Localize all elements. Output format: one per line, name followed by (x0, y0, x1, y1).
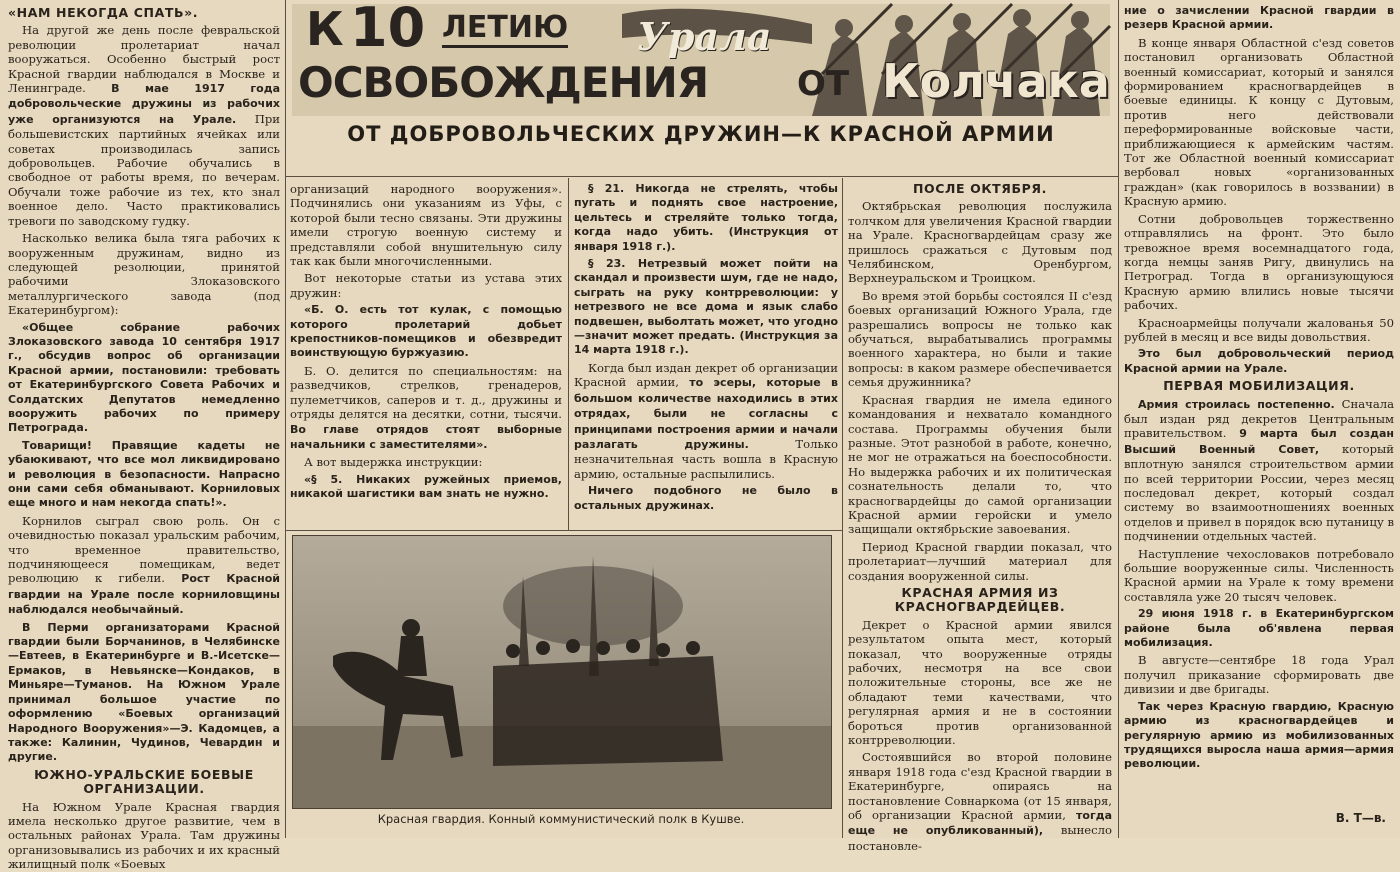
paragraph: Насколько велика была тяга рабочих к вооруженным дружинам, видно из следующей резолюции, принятой рабочими Злоказовского металлургического завода (под Екатеринбургом): (8, 231, 280, 318)
column-5 (1124, 4, 1394, 804)
paragraph: Красноармейцы получали жалованья 50 рублей в месяц и все виды довольствия. (1124, 315, 1394, 344)
bold-text: Рост Красной гвардии на Урале после корниловщины наблюдался необычайный. (8, 572, 280, 617)
column-rule (1118, 0, 1119, 838)
charter-quote: «Б. О. есть тот кулак, с помощью которого пролетарий добьет крепостников-помещиков и обезвредит воинствующую буржуазию. (290, 303, 562, 360)
text: который вплотную занялся строительством армии по всей территории России, через месяц последовал декрет, который создал систему во взаимоотношениях военных отделов и привел в порядок всю путаницу в подчинении отдельных частей. (1124, 441, 1395, 544)
article-title: ОТ ДОБРОВОЛЬЧЕСКИХ ДРУЖИН—К КРАСНОЙ АРМИИ (347, 122, 1055, 146)
text: На другой же день после февральской революции пролетариат начал вооружаться. Особенно быстрый рост Красной гвардии наблюдался в Москве и Ленинграде. (8, 23, 280, 96)
instruction-quote: § 21. Никогда не стрелять, чтобы пугать и поднять свое настроение, цельтесь и стреляйте только тогда, когда надо убить. (Инструкция от января 1918 г.). (574, 182, 838, 253)
column-4 (848, 181, 1113, 853)
text: Состоявшийся во второй половине января 1918 года с'езд Красной гвардии в Екатеринбурге, опираясь на постановление Совнаркома (от 15 января, об организации Красной армии, (848, 750, 1112, 823)
paragraph: Во время этой борьбы состоялся II с'езд боевых организаций Южного Урала, где разрешались вопросы не только как обучаться, вырабатывались программы военного характера, но были и такие вопросы: в каком размере обеспечивается семья дружинника? (848, 288, 1112, 390)
banner-ot: ОТ (797, 64, 850, 104)
banner-kolchaka: Колчака (882, 54, 1110, 108)
paragraph (1124, 397, 1394, 544)
paragraph: В конце января Областной с'езд советов постановил организовать Областной военный комиссариат, который и занялся формированием красногвардейцев в боевые единицы. К концу с Дутовым, против него действовали переформированные войсковые части, приближающиеся к армейским частям. Тот же Областной военный комиссариат вербовал новых «организованных граждан» (как говорилось в воззвании) в Красную армию. (1124, 35, 1394, 209)
paragraph (290, 364, 562, 452)
cavalry-photo (293, 536, 831, 808)
paragraph: В августе—сентябре 18 года Урал получил приказание сформировать две дивизии и две бригады. (1124, 653, 1394, 697)
section-heading: КРАСНАЯ АРМИЯ ИЗ КРАСНОГВАРДЕЙЦЕВ. (894, 584, 1066, 615)
resolution-quote: «Общее собрание рабочих Злоказовского завода 10 сентября 1917 г., обсудив вопрос об организации Красной армии, постановили: требовать от Екатеринбургского Совета Рабочих и Солдатских Депутатов немедленно вооружить рабочих по примеру Петрограда. (8, 320, 280, 435)
paragraph (8, 514, 280, 618)
instruction-quote: «§ 5. Никаких ружейных приемов, никакой шагистики вам знать не нужно. (290, 472, 562, 501)
paragraph: Период Красной гвардии показал, что пролетариат—лучший материал для создания вооруженной силы. (848, 539, 1112, 583)
text: Когда был издан декрет об организации Красной армии, (574, 360, 838, 390)
photo-caption: Красная гвардия. Конный коммунистический полк в Кушве. (377, 812, 745, 826)
text: Только незначительная часть вошла в Красную армию, остальные распылились. (574, 436, 838, 481)
paragraph: 29 июня 1918 г. в Екатеринбургском районе была об'явлена первая мобилизация. (1124, 607, 1394, 650)
text: Корнилов сыграл свою роль. Он с очевидностью показал уральским рабочим, что временное правительство, подчиняющееся помещикам, ведет революцию к гибели. (8, 513, 280, 586)
text: вынесло постановле- (848, 823, 1112, 853)
column-rule (285, 0, 286, 838)
paragraph: На Южном Урале Красная гвардия имела несколько другое развитие, чем в остальных районах Урала. Там дружины организовывались из рабочих и их красный жилищный полк «Боевых (8, 799, 280, 872)
headline-banner (292, 0, 1110, 116)
banner-letiyu: ЛЕТИЮ (442, 10, 568, 48)
paragraph: Наступление чехословаков потребовало большие вооруженные силы. Численность Красной армии на Урале к тому времени составляла уже 20 тысяч человек. (1124, 546, 1394, 604)
bold-text: Армия строилась постепенно. (1138, 397, 1335, 411)
photograph (292, 535, 832, 809)
text: Сначала был издан ряд декретов Центральным правительством. (1124, 396, 1395, 441)
paragraph: Вот некоторые статьи из устава этих дружин: (290, 271, 562, 300)
paragraph: организаций народного вооружения». Подчинялись они указаниям из Уфы, с которой были тесно связаны. Эти дружины имели строгую военную систему и представляли собой внушительную силу так как были многочисленными. (290, 182, 562, 269)
paragraph (574, 361, 838, 481)
author-signature: В. Т—в. (1335, 811, 1386, 825)
banner-k: К (306, 2, 344, 56)
paragraph: В Перми организаторами Красной гвардии были Борчанинов, в Челябинске—Евтеев, в Екатеринбурге и В.-Исетске—Ермаков, в Невьянске—Кондаков, в Миньяре—Туманов. На Южном Урале принимал большое участие по оформлению «Боевых организаций Народного Вооружения»—Э. Кадомцев, а также: Калинин, Чудинов, Чевардин и другие. (8, 620, 280, 764)
paragraph: Это был добровольческий период Красной армии на Урале. (1124, 347, 1394, 375)
text: При большевистских партийных ячейках или советах производилась запись добровольцев. Рабочие обучались в свободное от работы время, по вечерам. Обучали тоже рабочие из тех, кто знал военное дело. Часто практиковались тревоги по заводскому гудку. (8, 111, 281, 228)
banner-script: Урала (637, 14, 772, 59)
text: Б. О. делится по специальностям: на разведчиков, стрелков, гренадеров, пулеметчиков, саперов и т. д., дружины и отряды делятся на десятки, сотни, тысячи. (290, 363, 562, 422)
horizontal-rule (286, 530, 842, 531)
paragraph: Красная гвардия не имела единого командования и нехватало командного состава. Программы обучения были разные. Этот разнобой в работе, конечно, не мог не отражаться на боеспособности. Но выдержка рабочих и их политическая сознательность делали то, что красногвардейцы до самой организации Красной армии геройски и умело защищали октябрьские завоевания. (848, 392, 1112, 537)
bold-text: Во главе отрядов стоят выборные начальники с заместителями». (290, 422, 562, 451)
paragraph: Так через Красную гвардию, Красную армию из красногвардейцев и регулярную армию из мобилизованных трудящихся выросла наша армия—армия революции. (1124, 699, 1394, 771)
bold-text: В мае 1917 года добровольческие дружины из рабочих уже организуются на Урале. (8, 82, 281, 126)
paragraph (8, 23, 280, 228)
section-heading: ПОСЛЕ ОКТЯБРЯ. (913, 181, 1047, 196)
paragraph: Ничего подобного не было в остальных дружинах. (574, 484, 838, 512)
column-rule (568, 178, 569, 530)
resolution-quote: Товарищи! Правящие кадеты не убаюкивают, что все мол ликвидировано и революция в безопасности. Напрасно они сами себя обманывают. Корниловых еще много и нам некогда спать!». (8, 438, 280, 510)
column-rule (842, 178, 843, 838)
bold-text: то эсеры, которые в большом количестве находились в этих отрядах, были не согласны с принципами построения армии и начали разлагать дружины. (574, 376, 838, 451)
column-1 (8, 5, 281, 872)
paragraph: А вот выдержка инструкции: (304, 455, 483, 470)
horizontal-rule (286, 176, 1118, 177)
paragraph: Октябрьская революция послужила толчком для увеличения Красной гвардии на Урале. Красногвардейцам сразу же пришлось сражаться с Дутовым под Челябинском, Оренбургом, Верхнеуральском и Троицком. (848, 199, 1112, 286)
section-heading: «НАМ НЕКОГДА СПАТЬ». (8, 5, 199, 20)
instruction-quote: § 23. Нетрезвый может пойти на скандал и произвести шум, где не надо, сыграть на руку контрреволюции: у нетрезвого не все дома и язык слабо подвешен, выболтать может, что угодно—значит может предать. (Инструкция за 14 марта 1918 г.). (574, 257, 838, 357)
bold-text: 9 марта был создан Высший Военный Совет, (1124, 427, 1394, 456)
column-3 (574, 182, 838, 527)
paragraph: ние о зачислении Красной гвардии в резерв Красной армии. (1124, 4, 1394, 32)
paragraph (848, 750, 1112, 853)
paragraph: Декрет о Красной армии явился результатом опыта мест, который показал, что вооруженные отряды рабочих, несмотря на все свои положительные стороны, все же не обладают теми качествами, что регулярная армия и не в состоянии бороться против организованной контрреволюции. (848, 617, 1112, 748)
section-heading: ПЕРВАЯ МОБИЛИЗАЦИЯ. (1163, 378, 1355, 394)
banner-osvobozhdeniya: ОСВОБОЖДЕНИЯ (298, 58, 709, 107)
banner-number: 10 (350, 0, 426, 59)
section-heading: ЮЖНО-УРАЛЬСКИЕ БОЕВЫЕ ОРГАНИЗАЦИИ. (34, 766, 254, 797)
bold-text: тогда еще не опубликованный), (848, 809, 1113, 838)
column-2 (290, 182, 562, 527)
paragraph: Сотни добровольцев торжественно отправлялись на фронт. Это было тревожное время восемнадцатого года, когда немцы заняв Ригу, двинулись на Петроград. Тогда в организующуюся Красную армию влились новые тысячи рабочих. (1124, 211, 1394, 313)
